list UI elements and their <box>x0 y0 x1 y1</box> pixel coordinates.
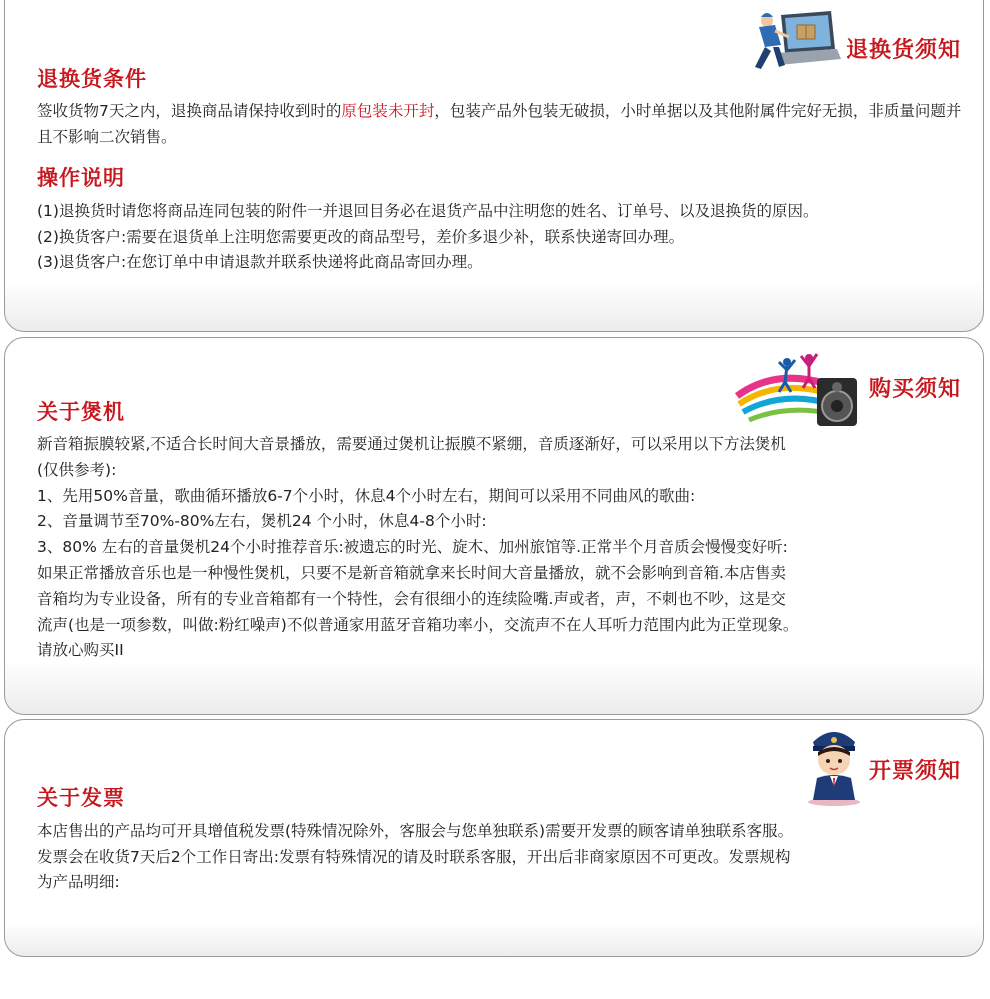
burn-in-line: 2、音量调节至70%-80%左右，煲机24 个小时，休息4-8个小时: <box>37 512 487 531</box>
purchase-notice-panel <box>4 337 984 715</box>
burn-in-line: 如果正常播放音乐也是一种慢性煲机，只要不是新音箱就拿来长时间大音量播放，就不会影响到音箱.本店售卖 <box>37 563 786 582</box>
burn-in-line: 流声(也是一项参数，叫做:粉红噪声)不似普通家用蓝牙音箱功率小，交流声不在人耳听力范围内此为正堂现象。 <box>37 615 799 634</box>
service-agent-icon <box>803 726 865 806</box>
operation-instructions-title: 操作说明 <box>37 166 125 190</box>
burn-in-line: 1、先用50%音量，歌曲循环播放6-7个小时，休息4个小时左右，期间可以采用不同曲风的歌曲: <box>37 486 696 505</box>
return-conditions-text <box>37 99 972 150</box>
return-conditions-title: 退换货条件 <box>37 67 147 91</box>
invoice-notice-panel <box>4 719 984 957</box>
delivery-man-laptop-icon <box>745 7 841 73</box>
return-notice-heading: 退换货须知 <box>845 38 961 63</box>
operation-line-2: (2)换货客户:需要在退货单上注明您需要更改的商品型号，差价多退少补，联系快递寄回办理。 <box>37 227 685 246</box>
operation-line-1: (1)退换货时请您将商品连同包装的附件一并退回目务必在退货产品中注明您的姓名、订单号、以及退换货的原因。 <box>37 202 819 220</box>
burn-in-line: 新音箱振膜较紧,不适合长时间大音景播放，需要通过煲机让振膜不紧绷，音质逐渐好，可以采用以下方法煲机 <box>37 435 786 453</box>
purchase-notice-heading: 购买须知 <box>868 377 961 402</box>
burn-in-line: 音箱均为专业设备，所有的专业音箱都有一个特性，会有很细小的连续险嘴.声或者，声，不刺也不吵，这是交 <box>37 589 786 608</box>
invoice-title: 关于发票 <box>37 786 125 810</box>
return-conditions-text-after: ，包装产品外包装无破损，小时单据以及其他附属件完好无损，非质量问题并且不影响二次销售。 <box>37 102 962 146</box>
operation-line-3: (3)退货客户:在您订单中申请退款并联系快递将此商品寄回办理。 <box>37 253 483 271</box>
invoice-text <box>37 819 972 896</box>
burn-in-title: 关于煲机 <box>37 400 125 424</box>
return-notice-panel <box>4 0 984 332</box>
operation-instructions-list <box>37 199 972 276</box>
burn-in-line: (仅供参考): <box>37 460 117 479</box>
burn-in-line: 3、80% 左右的音量煲机24个小时推荐音乐:被遗忘的时光、旋木、加州旅馆等.正常半个月音质会慢慢变好听: <box>37 538 788 557</box>
invoice-notice-heading: 开票须知 <box>868 759 961 784</box>
invoice-line: 发票会在收货7天后2个工作日寄出:发票有特殊情况的请及时联系客服，开出后非商家原因不可更改。发票规构 <box>37 847 791 866</box>
burn-in-text <box>37 432 972 664</box>
invoice-line: 本店售出的产品均可开具增值税发票(特殊情况除外，客服会与您单独联系)需要开发票的顾客请单独联系客服。 <box>37 822 794 840</box>
invoice-line: 为产品明细: <box>37 873 120 891</box>
return-conditions-text-before: 签收货物7天之内，退换商品请保持收到时的 <box>37 102 342 120</box>
burn-in-line: 请放心购买II <box>37 641 124 660</box>
music-speaker-dancers-icon <box>735 348 861 430</box>
return-conditions-highlight: 原包装未开封 <box>341 102 435 120</box>
